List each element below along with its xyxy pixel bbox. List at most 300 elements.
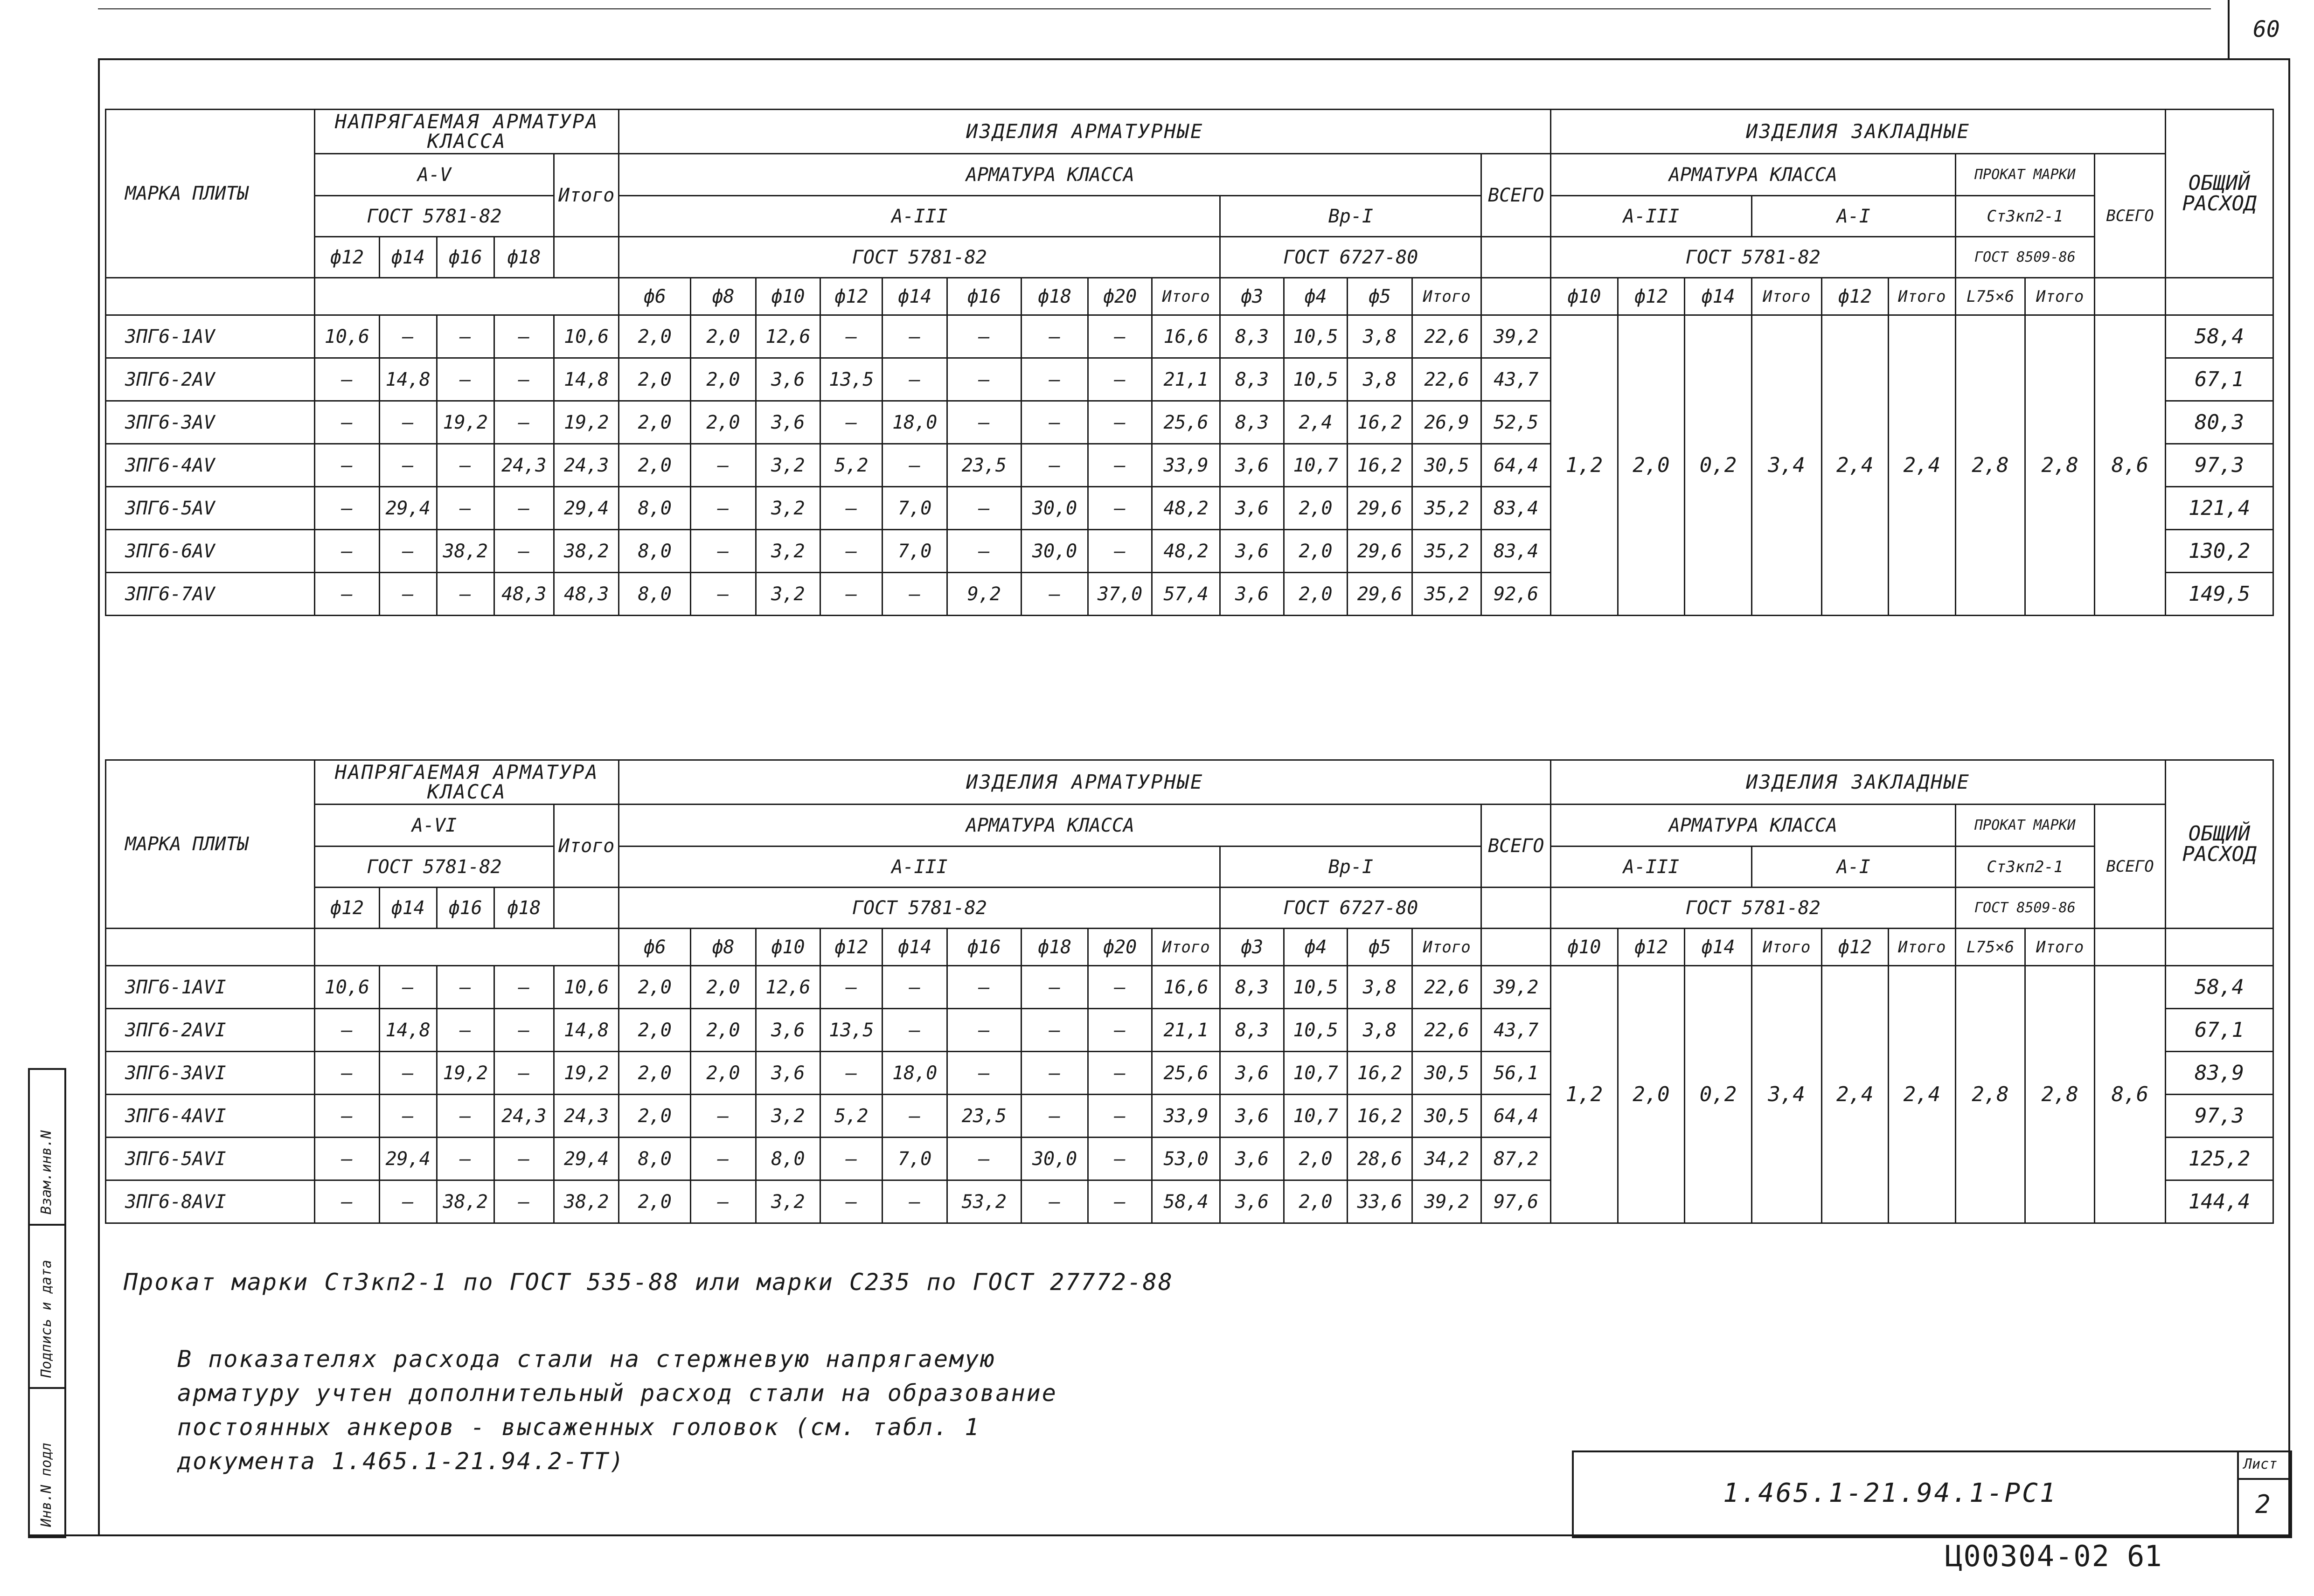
a3-value: 2,0	[691, 1009, 756, 1052]
embedded-value: 2,4	[1821, 315, 1889, 616]
tension-value: —	[379, 530, 437, 573]
tension-value: —	[315, 530, 379, 573]
tension-value: —	[437, 444, 494, 487]
rebar-all-value: 39,2	[1481, 966, 1551, 1009]
col-d14: ф14	[883, 929, 947, 966]
a3-value: 3,6	[756, 401, 820, 444]
vr1-class-header: Вр-I	[1220, 847, 1481, 888]
a3-value: 2,0	[619, 358, 691, 401]
vr1-value: 2,0	[1284, 1138, 1347, 1180]
a3-value: —	[883, 1180, 947, 1223]
embedded-value: 1,2	[1551, 966, 1618, 1223]
a3-value: —	[820, 1180, 883, 1223]
a3-value: —	[947, 401, 1021, 444]
col-d3: ф3	[1220, 929, 1284, 966]
rolled-steel-header: Ст3кп2-1	[1955, 847, 2094, 888]
a3-value: —	[883, 573, 947, 616]
tension-value: —	[379, 1095, 437, 1138]
vr1-value: 10,5	[1284, 966, 1347, 1009]
a3-value: —	[947, 1052, 1021, 1095]
consumption-note-line-4: документа 1.465.1-21.94.2-ТТ)	[177, 1448, 625, 1475]
a3-value: 8,0	[619, 487, 691, 530]
a3-value: —	[691, 573, 756, 616]
a3-value: 3,6	[756, 1009, 820, 1052]
a3-value: —	[691, 1095, 756, 1138]
vr1-class-header: Вр-I	[1220, 196, 1481, 237]
vr1-value: 16,2	[1348, 444, 1412, 487]
embedded-a1-header: А-I	[1751, 196, 1955, 237]
a3-value: 18,0	[883, 401, 947, 444]
embedded-a3-header: А-III	[1551, 196, 1752, 237]
tension-value: —	[379, 315, 437, 358]
rebar-all-spacer	[1481, 888, 1551, 929]
tension-value: —	[437, 358, 494, 401]
embedded-a3-header: А-III	[1551, 847, 1752, 888]
rebar-all-value: 43,7	[1481, 358, 1551, 401]
embedded-a1-header: А-I	[1751, 847, 1955, 888]
rebar-all-value: 87,2	[1481, 1138, 1551, 1180]
a3-value: —	[1088, 1138, 1152, 1180]
vr1-value: 3,8	[1348, 966, 1412, 1009]
a3-value: 12,6	[756, 966, 820, 1009]
col-d16: ф16	[947, 278, 1021, 315]
col-d16: ф16	[437, 237, 494, 278]
vr1-value: 3,6	[1220, 1095, 1284, 1138]
emb-all-spacer	[2095, 278, 2166, 315]
total-consumption-value: 97,3	[2165, 444, 2273, 487]
vr1-value: 8,3	[1220, 315, 1284, 358]
rebar-all-value: 92,6	[1481, 573, 1551, 616]
embedded-all-header: ВСЕГО	[2095, 805, 2166, 929]
tension-value: —	[315, 444, 379, 487]
tension-value: 29,4	[554, 1138, 618, 1180]
tension-spacer	[315, 929, 619, 966]
vr1-value: 10,7	[1284, 1052, 1347, 1095]
vr1-value: 2,0	[1284, 487, 1347, 530]
a3-value: 30,0	[1021, 530, 1088, 573]
embedded-value: 0,2	[1685, 315, 1752, 616]
a3-value: —	[1021, 573, 1088, 616]
col-d16: ф16	[437, 888, 494, 929]
total-consumption-value: 83,9	[2165, 1052, 2273, 1095]
vr1-value: 35,2	[1412, 487, 1481, 530]
vr1-value: 3,6	[1220, 530, 1284, 573]
rolled-gost-header: ГОСТ 8509-86	[1955, 888, 2094, 929]
col-d14: ф14	[379, 237, 437, 278]
col-d5: ф5	[1348, 278, 1412, 315]
a3-value: —	[947, 966, 1021, 1009]
tension-value: —	[379, 401, 437, 444]
col-d4: ф4	[1284, 278, 1347, 315]
rebar-all-value: 39,2	[1481, 315, 1551, 358]
total-spacer	[2165, 929, 2273, 966]
rebar-all-spacer	[1481, 237, 1551, 278]
a3-value: 3,2	[756, 487, 820, 530]
rebar-spec-table-2	[105, 759, 2274, 1224]
total-consumption-header: ОБЩИЙ РАСХОД	[2165, 110, 2273, 278]
vr1-value: 3,6	[1220, 487, 1284, 530]
vr1-value: 10,5	[1284, 1009, 1347, 1052]
rebar-all-value: 43,7	[1481, 1009, 1551, 1052]
tension-spacer	[315, 278, 619, 315]
a3-value: 2,0	[691, 1052, 756, 1095]
a3-value: —	[1021, 401, 1088, 444]
sheet-label: Лист	[2244, 1456, 2278, 1472]
embedded-value: 2,0	[1618, 966, 1685, 1223]
consumption-note-line-1: В показателях расхода стали на стержневую напрягаемую	[177, 1346, 996, 1373]
a3-value: —	[1088, 530, 1152, 573]
col-emb-d12: ф12	[1618, 278, 1685, 315]
a3-value: —	[947, 315, 1021, 358]
a3-value: 23,5	[947, 444, 1021, 487]
vr1-value: 29,6	[1348, 487, 1412, 530]
tension-value: 14,8	[554, 1009, 618, 1052]
a3-value: 12,6	[756, 315, 820, 358]
a3-value: 53,0	[1152, 1138, 1220, 1180]
a3-value: 21,1	[1152, 358, 1220, 401]
tension-value: —	[494, 1052, 554, 1095]
a3-value: 7,0	[883, 530, 947, 573]
mark-spacer	[106, 929, 315, 966]
rolled-steel-note: Прокат марки Ст3кп2-1 по ГОСТ 535-88 или марки С235 по ГОСТ 27772-88	[124, 1269, 1174, 1296]
vr1-value: 35,2	[1412, 530, 1481, 573]
col-emb-a1-d12: ф12	[1821, 929, 1889, 966]
a3-value: —	[1021, 966, 1088, 1009]
tension-value: 38,2	[554, 530, 618, 573]
rebar-all-value: 52,5	[1481, 401, 1551, 444]
col-d12: ф12	[315, 237, 379, 278]
sheet-divider	[2239, 1478, 2290, 1480]
tension-value: —	[315, 1052, 379, 1095]
vr1-value: 10,5	[1284, 358, 1347, 401]
a3-value: 2,0	[619, 1180, 691, 1223]
a3-value: 13,5	[820, 1009, 883, 1052]
top-border	[98, 58, 2290, 60]
a3-value: —	[1088, 401, 1152, 444]
col-a3-itogo: Итого	[1152, 278, 1220, 315]
a3-value: 3,2	[756, 1095, 820, 1138]
col-emb-a1-itogo: Итого	[1889, 929, 1956, 966]
total-consumption-value: 58,4	[2165, 315, 2273, 358]
table-row	[106, 315, 2273, 358]
tension-gost-header: ГОСТ 5781-82	[315, 847, 554, 888]
rebar-products-header: ИЗДЕЛИЯ АРМАТУРНЫЕ	[619, 760, 1551, 805]
rebar-class-header: АРМАТУРА КЛАССА	[619, 805, 1481, 847]
tension-value: —	[315, 1138, 379, 1180]
archive-code: Ц00304-02	[1945, 1539, 2110, 1573]
a3-value: —	[947, 487, 1021, 530]
rebar-products-header: ИЗДЕЛИЯ АРМАТУРНЫЕ	[619, 110, 1551, 154]
embedded-rebar-class-header: АРМАТУРА КЛАССА	[1551, 805, 1956, 847]
embedded-gost-header: ГОСТ 5781-82	[1551, 237, 1956, 278]
embedded-rebar-class-header: АРМАТУРА КЛАССА	[1551, 154, 1956, 196]
a3-value: —	[1088, 1052, 1152, 1095]
vr1-value: 28,6	[1348, 1138, 1412, 1180]
tension-value: —	[315, 358, 379, 401]
col-d12: ф12	[315, 888, 379, 929]
col-vr-itogo: Итого	[1412, 929, 1481, 966]
sheet-number: 2	[2255, 1490, 2271, 1519]
tension-value: —	[379, 573, 437, 616]
a3-value: —	[1088, 1095, 1152, 1138]
table-2-body	[106, 966, 2273, 1223]
embedded-gost-header: ГОСТ 5781-82	[1551, 888, 1956, 929]
col-angle: L75×6	[1955, 278, 2025, 315]
tension-value: 24,3	[554, 1095, 618, 1138]
tension-value: —	[437, 487, 494, 530]
a3-value: —	[1088, 487, 1152, 530]
total-spacer	[2165, 278, 2273, 315]
a3-value: 3,6	[756, 358, 820, 401]
vr1-value: 16,2	[1348, 1095, 1412, 1138]
vr1-value: 10,7	[1284, 1095, 1347, 1138]
vr1-value: 16,2	[1348, 1052, 1412, 1095]
a3-value: 2,0	[619, 315, 691, 358]
embedded-value: 1,2	[1551, 315, 1618, 616]
tension-value: 10,6	[554, 966, 618, 1009]
col-d8: ф8	[691, 278, 756, 315]
vr1-value: 8,3	[1220, 358, 1284, 401]
tension-value: —	[494, 1180, 554, 1223]
a3-value: —	[691, 487, 756, 530]
vr1-value: 3,6	[1220, 1052, 1284, 1095]
title-block	[1572, 1450, 2292, 1538]
a3-value: 30,0	[1021, 487, 1088, 530]
a3-value: 30,0	[1021, 1138, 1088, 1180]
col-d14: ф14	[883, 278, 947, 315]
sheet-corner-number: 60	[2253, 16, 2280, 42]
tension-value: —	[494, 1138, 554, 1180]
rolled-steel-header: Ст3кп2-1	[1955, 196, 2094, 237]
a3-value: 8,0	[756, 1138, 820, 1180]
plate-mark: 3ПГ6-5АV	[106, 487, 315, 530]
all-spacer	[1481, 929, 1551, 966]
a3-value: 37,0	[1088, 573, 1152, 616]
embedded-value: 2,8	[2025, 315, 2095, 616]
tension-value: —	[315, 1180, 379, 1223]
col-rolled-itogo: Итого	[2025, 929, 2095, 966]
vr1-value: 29,6	[1348, 530, 1412, 573]
vr1-value: 3,8	[1348, 358, 1412, 401]
plate-mark-header: МАРКА ПЛИТЫ	[106, 760, 315, 929]
col-rolled-itogo: Итого	[2025, 278, 2095, 315]
vr1-value: 3,6	[1220, 444, 1284, 487]
a3-value: —	[1021, 1180, 1088, 1223]
tension-value: —	[494, 358, 554, 401]
tension-value: 29,4	[379, 1138, 437, 1180]
tension-value: —	[379, 1180, 437, 1223]
tension-gost-spacer	[554, 888, 618, 929]
embedded-value: 2,4	[1821, 966, 1889, 1223]
rebar-all-header: ВСЕГО	[1481, 805, 1551, 888]
tension-value: —	[315, 487, 379, 530]
tension-value: —	[315, 573, 379, 616]
a3-value: —	[1088, 1180, 1152, 1223]
a3-value: —	[1088, 358, 1152, 401]
a3-value: 3,2	[756, 444, 820, 487]
total-consumption-value: 144,4	[2165, 1180, 2273, 1223]
tension-value: —	[494, 966, 554, 1009]
col-emb-d14: ф14	[1685, 929, 1752, 966]
total-consumption-header: ОБЩИЙ РАСХОД	[2165, 760, 2273, 929]
rolled-gost-header: ГОСТ 8509-86	[1955, 237, 2094, 278]
tension-value: 38,2	[554, 1180, 618, 1223]
rolled-grade-header: ПРОКАТ МАРКИ	[1955, 154, 2094, 196]
tension-class-value: А-VI	[315, 805, 554, 847]
tension-value: —	[379, 444, 437, 487]
plate-mark: 3ПГ6-4АVI	[106, 1095, 315, 1138]
a3-value: —	[1021, 358, 1088, 401]
col-d18: ф18	[494, 237, 554, 278]
a3-value: 33,9	[1152, 444, 1220, 487]
col-d5: ф5	[1348, 929, 1412, 966]
a3-value: 2,0	[691, 401, 756, 444]
a3-value: —	[691, 530, 756, 573]
vr1-value: 8,3	[1220, 966, 1284, 1009]
tension-gost-header: ГОСТ 5781-82	[315, 196, 554, 237]
tension-value: 19,2	[554, 1052, 618, 1095]
a3-value: —	[820, 573, 883, 616]
a3-value: —	[1021, 1052, 1088, 1095]
a3-value: 3,2	[756, 530, 820, 573]
col-d6: ф6	[619, 278, 691, 315]
col-emb-a3-itogo: Итого	[1751, 278, 1821, 315]
col-d18: ф18	[1021, 929, 1088, 966]
a3-value: 48,2	[1152, 487, 1220, 530]
tension-value: —	[437, 1009, 494, 1052]
vr1-value: 2,0	[1284, 1180, 1347, 1223]
plate-mark: 3ПГ6-2АV	[106, 358, 315, 401]
tensioned-rebar-header: НАПРЯГАЕМАЯ АРМАТУРА КЛАССА	[315, 110, 619, 154]
a3-value: —	[691, 1138, 756, 1180]
rebar-all-value: 64,4	[1481, 444, 1551, 487]
col-d18: ф18	[1021, 278, 1088, 315]
embedded-all-header: ВСЕГО	[2095, 154, 2166, 278]
side-stamp-inv: Инв.N подл	[38, 1443, 55, 1527]
a3-value: —	[691, 444, 756, 487]
tension-value: 24,3	[554, 444, 618, 487]
col-emb-a3-itogo: Итого	[1751, 929, 1821, 966]
col-d3: ф3	[1220, 278, 1284, 315]
a3-value: 3,6	[756, 1052, 820, 1095]
tension-value: 48,3	[554, 573, 618, 616]
a3-value: —	[820, 487, 883, 530]
tension-value: —	[437, 966, 494, 1009]
tension-value: —	[379, 966, 437, 1009]
vr1-value: 3,6	[1220, 1180, 1284, 1223]
a3-value: —	[947, 530, 1021, 573]
total-consumption-value: 149,5	[2165, 573, 2273, 616]
tension-value: —	[494, 487, 554, 530]
a3-value: —	[883, 315, 947, 358]
vr1-gost-header: ГОСТ 6727-80	[1220, 888, 1481, 929]
total-consumption-value: 121,4	[2165, 487, 2273, 530]
embedded-value: 2,4	[1889, 315, 1956, 616]
embedded-value: 3,4	[1751, 966, 1821, 1223]
rebar-all-value: 97,6	[1481, 1180, 1551, 1223]
tension-value: 14,8	[379, 358, 437, 401]
a3-gost-header: ГОСТ 5781-82	[619, 888, 1220, 929]
a3-value: —	[1088, 966, 1152, 1009]
vr1-value: 33,6	[1348, 1180, 1412, 1223]
vr1-value: 10,7	[1284, 444, 1347, 487]
consumption-note-line-2: арматуру учтен дополнительный расход стали на образование	[177, 1380, 1057, 1407]
tension-value: 48,3	[494, 573, 554, 616]
sheet-box	[2237, 1452, 2290, 1536]
col-d16: ф16	[947, 929, 1021, 966]
a3-value: 2,0	[691, 358, 756, 401]
a3-value: —	[820, 966, 883, 1009]
a3-value: 2,0	[691, 966, 756, 1009]
side-divider-1	[30, 1387, 64, 1389]
vr1-value: 30,5	[1412, 1052, 1481, 1095]
vr1-value: 30,5	[1412, 1095, 1481, 1138]
tension-value: 14,8	[554, 358, 618, 401]
a3-gost-header: ГОСТ 5781-82	[619, 237, 1220, 278]
vr1-value: 16,2	[1348, 401, 1412, 444]
vr1-value: 35,2	[1412, 573, 1481, 616]
tension-value: 24,3	[494, 444, 554, 487]
embedded-value: 2,8	[1955, 315, 2025, 616]
tension-itogo-header: Итого	[554, 805, 618, 888]
a3-value: 23,5	[947, 1095, 1021, 1138]
vr1-value: 8,3	[1220, 401, 1284, 444]
tension-value: 10,6	[315, 315, 379, 358]
col-emb-d10: ф10	[1551, 929, 1618, 966]
plate-mark: 3ПГ6-7АV	[106, 573, 315, 616]
a3-value: —	[883, 1009, 947, 1052]
col-d12: ф12	[820, 278, 883, 315]
a3-value: —	[820, 1052, 883, 1095]
plate-mark: 3ПГ6-6АV	[106, 530, 315, 573]
a3-value: —	[691, 1180, 756, 1223]
vr1-value: 2,0	[1284, 530, 1347, 573]
tension-value: 38,2	[437, 1180, 494, 1223]
vr1-value: 2,0	[1284, 573, 1347, 616]
tension-value: —	[315, 1009, 379, 1052]
embedded-value: 2,4	[1889, 966, 1956, 1223]
a3-value: 8,0	[619, 573, 691, 616]
tension-value: 14,8	[379, 1009, 437, 1052]
total-consumption-value: 58,4	[2165, 966, 2273, 1009]
total-consumption-value: 80,3	[2165, 401, 2273, 444]
a3-value: 25,6	[1152, 401, 1220, 444]
a3-value: 53,2	[947, 1180, 1021, 1223]
total-consumption-value: 97,3	[2165, 1095, 2273, 1138]
side-divider-2	[30, 1224, 64, 1226]
col-angle: L75×6	[1955, 929, 2025, 966]
embedded-value: 2,0	[1618, 315, 1685, 616]
mark-spacer	[106, 278, 315, 315]
emb-all-spacer	[2095, 929, 2166, 966]
a3-value: —	[1088, 1009, 1152, 1052]
tension-value: 10,6	[315, 966, 379, 1009]
plate-mark: 3ПГ6-8АVI	[106, 1180, 315, 1223]
a3-value: —	[883, 966, 947, 1009]
vr1-value: 3,6	[1220, 573, 1284, 616]
embedded-value: 8,6	[2095, 966, 2166, 1223]
a3-value: —	[1088, 444, 1152, 487]
tension-value: —	[494, 315, 554, 358]
col-emb-d14: ф14	[1685, 278, 1752, 315]
left-border	[98, 58, 100, 1536]
document-code: 1.465.1-21.94.1-РС1	[1723, 1478, 2057, 1508]
vr1-value: 22,6	[1412, 358, 1481, 401]
plate-mark-header: МАРКА ПЛИТЫ	[106, 110, 315, 278]
a3-value: 2,0	[619, 1009, 691, 1052]
consumption-note-line-3: постоянных анкеров - высаженных головок (см. табл. 1	[177, 1414, 980, 1441]
total-consumption-value: 125,2	[2165, 1138, 2273, 1180]
